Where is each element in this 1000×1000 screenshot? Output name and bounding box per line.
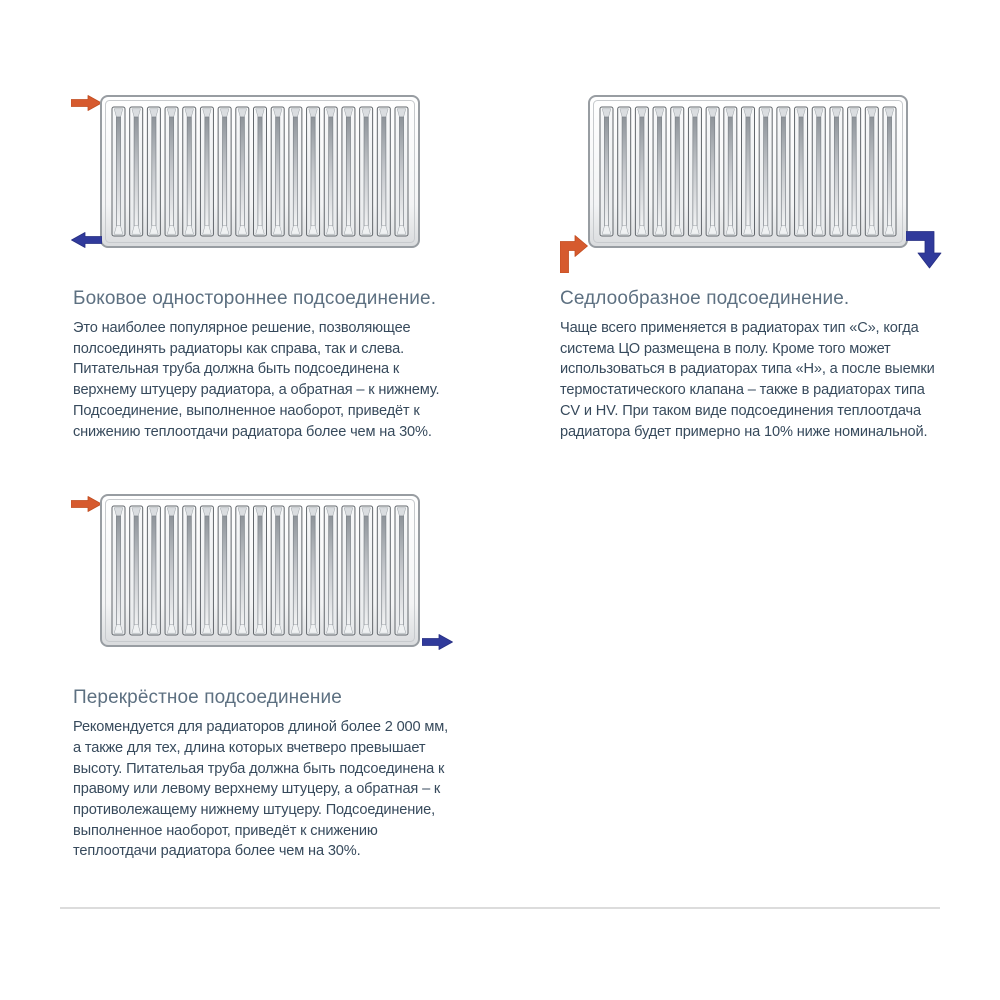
section-title: Перекрёстное подсоединение xyxy=(73,687,342,709)
supply-arrow-icon xyxy=(71,95,102,111)
radiator-figure-saddle xyxy=(560,85,935,270)
section-title: Седлообразное подсоединение. xyxy=(560,288,850,309)
supply-elbow-arrow-icon xyxy=(560,235,588,273)
section-saddle-connection xyxy=(560,85,935,442)
section-cross-connection xyxy=(73,484,448,862)
radiator-figure-cross xyxy=(73,484,448,669)
section-title: Боковое одностороннее подсоединение. xyxy=(73,288,437,309)
return-elbow-arrow-icon xyxy=(906,231,942,269)
section-body: Чаще всего применяется в радиаторах тип «С», когда система ЦО размещена в полу. Кроме того может использоваться в радиаторах типа «Н», а после выемки термостатического клапана – также в радиаторах типа CV и HV. При таком виде подсоединения теплоотдача радиатора будет примерно на 10% ниже номинальной. xyxy=(560,320,935,440)
section-body: Это наиболее популярное решение, позволяющее полсоединять радиаторы как справа, так и слева. Питательная труба должна быть подсоединена к верхнему штуцеру радиатора, а обратная – к нижнему. Подсоединение, выполненное наоборот, приведёт к снижению теплоотдачи радиатора более чем на 30%. xyxy=(73,320,440,440)
radiator-illustration xyxy=(588,95,908,248)
content-grid xyxy=(73,85,933,862)
radiator-figure-side xyxy=(73,85,448,270)
section-side-connection xyxy=(73,85,448,442)
radiator-illustration xyxy=(100,494,420,647)
bottom-divider xyxy=(60,907,940,909)
return-arrow-icon xyxy=(71,232,102,248)
radiator-illustration xyxy=(100,95,420,248)
supply-arrow-icon xyxy=(71,496,102,512)
return-arrow-icon xyxy=(422,634,453,650)
section-body: Рекомендуется для радиаторов длиной более 2 000 мм, а также для тех, длина которых вчетверо превышает высоту. Питательая труба должна быть подсоединена к правому или левому верхнему штуцеру, а обратная – к противолежащему нижнему штуцеру. Подсоединение, выполненное наоборот, приведёт к снижению теплоотдачи радиатора более чем на 30%. xyxy=(73,719,449,860)
